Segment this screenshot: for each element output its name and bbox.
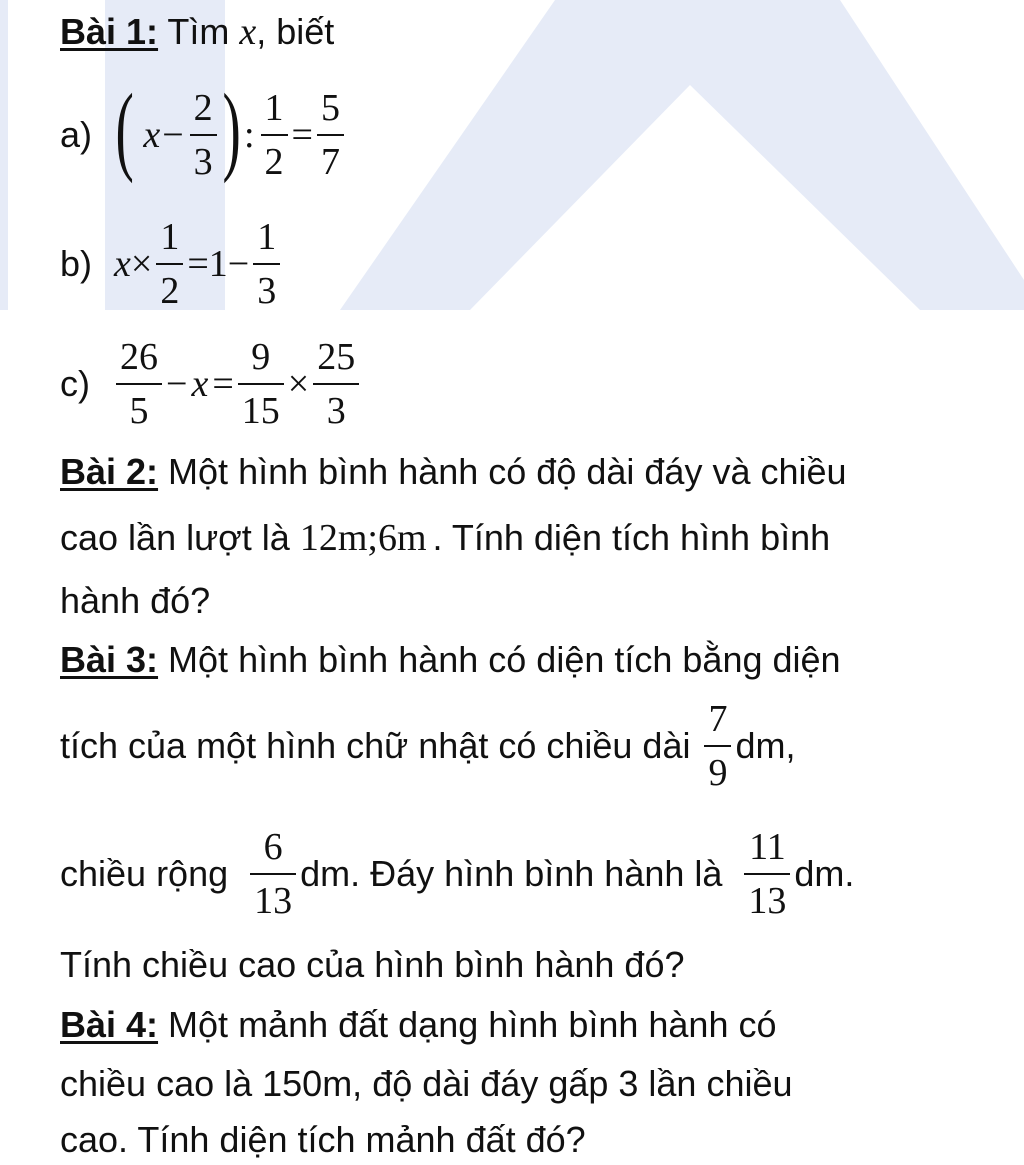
bai3-line4 — [60, 945, 684, 985]
fraction — [744, 827, 790, 921]
bai3-heading: Bài 3: — [60, 639, 159, 680]
fraction — [116, 337, 162, 431]
bai3-text2: tích của một hình chữ nhật có chiều dài — [60, 725, 691, 766]
bai4-heading: Bài 4: — [60, 1004, 159, 1045]
denominator: 9 — [708, 752, 728, 794]
fraction — [156, 217, 183, 311]
bai1-heading: Bài 1: — [60, 11, 159, 52]
bai4-line1 — [60, 1005, 777, 1045]
bai1-c-line — [60, 338, 363, 430]
bai4-text3: cao. Tính diện tích mảnh đất đó? — [60, 1119, 586, 1160]
bai2-text2a: cao lần lượt là — [60, 517, 300, 558]
bai2-line1 — [60, 452, 847, 492]
numerator: 25 — [317, 336, 356, 378]
fraction — [190, 88, 217, 182]
var-x: x — [143, 114, 161, 156]
bai3-mid: dm. Đáy hình bình hành là — [300, 853, 723, 894]
bai1-a-label: a) — [60, 114, 93, 155]
fraction — [704, 699, 731, 793]
bai2-text1: Một hình bình hành có độ dài đáy và chiều — [158, 451, 847, 492]
bai1-c-label: c) — [60, 363, 90, 404]
denominator: 3 — [326, 390, 346, 432]
denominator: 13 — [254, 880, 293, 922]
fraction-bar — [313, 383, 359, 385]
bai3-text4: Tính chiều cao của hình bình hành đó? — [60, 944, 685, 985]
denominator: 5 — [129, 390, 149, 432]
bai3-line3 — [60, 828, 854, 920]
times-sign: × — [287, 363, 310, 405]
fraction-bar — [156, 263, 183, 265]
bai4-text1: Một mảnh đất dạng hình bình hành có — [158, 1004, 777, 1045]
fraction — [261, 88, 288, 182]
bai2-line3 — [60, 581, 210, 621]
numerator: 26 — [120, 336, 158, 378]
numerator: 7 — [708, 698, 728, 740]
bai3-text3: chiều rộng — [60, 853, 229, 894]
bai1-text: Tìm — [158, 11, 240, 52]
denominator: 13 — [748, 880, 787, 922]
fraction-bar — [116, 383, 162, 385]
fraction — [313, 337, 359, 431]
bai4-line3 — [60, 1120, 586, 1160]
bai3-line2 — [60, 700, 796, 792]
equals-sign: = — [212, 363, 234, 405]
denominator: 3 — [257, 270, 277, 312]
var-x: x — [114, 243, 131, 285]
bai3-unit3: dm. — [794, 853, 855, 894]
fraction — [238, 337, 284, 431]
numerator: 1 — [264, 87, 284, 129]
close-paren: ) — [222, 73, 241, 184]
number-one: 1 — [208, 243, 228, 285]
denominator: 7 — [320, 141, 340, 183]
minus-sign: − — [166, 363, 188, 405]
bai3-line1 — [60, 640, 841, 680]
fraction-bar — [250, 873, 296, 875]
times-sign: × — [130, 243, 153, 285]
fraction-bar — [704, 745, 731, 747]
bai2-line2 — [60, 518, 830, 558]
bai1-b-label: b) — [60, 243, 93, 284]
numerator: 1 — [160, 216, 180, 258]
minus-sign: − — [162, 114, 184, 156]
fraction — [250, 827, 296, 921]
equals-sign: = — [187, 243, 209, 285]
numerator: 11 — [749, 826, 786, 868]
numerator: 9 — [251, 336, 271, 378]
bai2-text3: hành đó? — [60, 580, 211, 621]
denominator: 3 — [193, 141, 213, 183]
bai4-text2: chiều cao là 150m, độ dài đáy gấp 3 lần chiều — [60, 1063, 793, 1104]
numerator: 2 — [193, 87, 213, 129]
fraction-bar — [253, 263, 280, 265]
numerator: 6 — [263, 826, 283, 868]
bai1-text2: , biết — [256, 11, 335, 52]
bai2-measure: 12m;6m — [299, 517, 427, 559]
fraction-bar — [190, 134, 217, 136]
fraction-bar — [317, 134, 344, 136]
fraction — [253, 217, 280, 311]
bai3-unit1: dm, — [735, 725, 796, 766]
denominator: 15 — [241, 390, 280, 432]
bai1-b-line — [60, 218, 284, 310]
colon-sign: : — [243, 114, 255, 156]
fraction-bar — [261, 134, 288, 136]
bai1-a-line — [60, 73, 348, 185]
numerator: 1 — [257, 216, 277, 258]
var-x: x — [191, 363, 209, 405]
bai1-heading-line — [60, 12, 334, 52]
fraction-bar — [238, 383, 284, 385]
bai1-var: x — [239, 11, 257, 53]
fraction-bar — [744, 873, 790, 875]
bai4-line2 — [60, 1064, 793, 1104]
numerator: 5 — [320, 87, 340, 129]
denominator: 2 — [160, 270, 180, 312]
bai2-text2b: . Tính diện tích hình bình — [432, 517, 831, 558]
open-paren: ( — [115, 73, 134, 184]
bai3-text1: Một hình bình hành có diện tích bằng diện — [158, 639, 841, 680]
bai2-heading: Bài 2: — [60, 451, 159, 492]
fraction — [317, 88, 344, 182]
equals-sign: = — [291, 114, 313, 156]
minus-sign: − — [227, 243, 250, 285]
denominator: 2 — [264, 141, 284, 183]
